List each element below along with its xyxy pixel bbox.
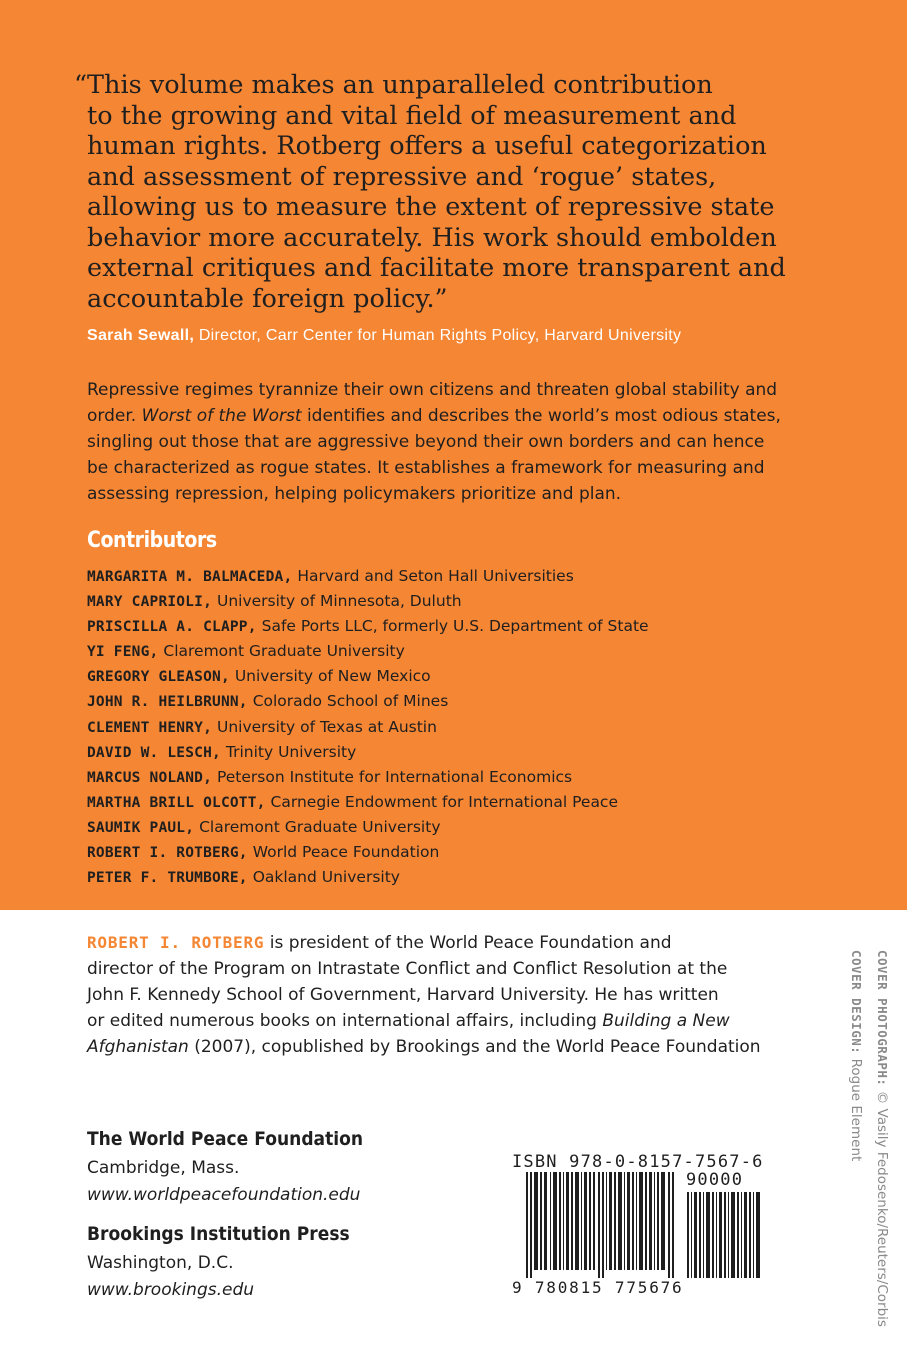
contributor-name: ROBERT I. ROTBERG,	[87, 845, 248, 862]
contributor-item	[87, 664, 649, 689]
contributor-affiliation: Claremont Graduate University	[199, 817, 441, 836]
contributor-name: DAVID W. LESCH,	[87, 744, 221, 761]
bio-author-name: ROBERT I. ROTBERG	[87, 933, 265, 952]
quote-affiliation: Director, Carr Center for Human Rights Policy, Harvard University	[198, 327, 682, 344]
isbn-barcode-image	[524, 1172, 678, 1278]
photo-credit-label: COVER PHOTOGRAPH:	[875, 950, 890, 1087]
description-line: assessing repression, helping policymakers prioritize and plan.	[87, 484, 622, 504]
description-text: order.	[87, 406, 137, 426]
contributor-name: PRISCILLA A. CLAPP,	[87, 619, 257, 636]
contributor-item	[87, 740, 649, 765]
quote-line: behavior more accurately. His work should embolden	[87, 222, 777, 253]
author-bio	[87, 930, 807, 1060]
contributor-affiliation: Colorado School of Mines	[252, 692, 449, 711]
contributor-item	[87, 840, 649, 865]
contributor-affiliation: Carnegie Endowment for International Peace	[270, 792, 618, 811]
contributors-list	[87, 564, 649, 890]
contributor-name: GREGORY GLEASON,	[87, 669, 230, 686]
quote-line: to the growing and vital field of measurement and	[87, 100, 737, 131]
contributor-item	[87, 815, 649, 840]
contributor-affiliation: University of New Mexico	[234, 667, 431, 686]
book-title: Worst of the Worst	[141, 406, 302, 426]
contributor-affiliation: Peterson Institute for International Economics	[216, 767, 573, 786]
bio-book-title: Building a New	[602, 1011, 730, 1031]
contributor-name: MARGARITA M. BALMACEDA,	[87, 569, 293, 585]
contributor-item	[87, 614, 649, 639]
bio-line: John F. Kennedy School of Government, Harvard University. He has written	[87, 985, 719, 1005]
bio-text: or edited numerous books on international affairs, including	[87, 1011, 597, 1031]
isbn-text: ISBN 978-0-8157-7567-6	[512, 1152, 764, 1172]
description-line	[87, 403, 807, 429]
contributor-affiliation: University of Texas at Austin	[216, 717, 437, 736]
contributor-item	[87, 564, 649, 589]
quote-line: human rights. Rotberg offers a useful categorization	[87, 131, 767, 161]
design-credit-value: Rogue Element	[848, 1058, 864, 1162]
contributor-name: JOHN R. HEILBRUNN,	[87, 694, 248, 711]
quote-author: Sarah Sewall,	[87, 327, 195, 344]
contributor-affiliation: Safe Ports LLC, formerly U.S. Department of State	[261, 617, 649, 636]
book-description	[87, 377, 807, 507]
cover-credits	[843, 950, 895, 1327]
contributor-name: YI FENG,	[87, 644, 159, 661]
price-barcode-image	[686, 1192, 764, 1278]
publisher-city: Cambridge, Mass.	[87, 1158, 240, 1178]
contributor-name: MARTHA BRILL OLCOTT,	[87, 794, 266, 811]
description-line: singling out those that are aggressive beyond their own borders and can hence	[87, 432, 765, 452]
contributor-item	[87, 589, 649, 614]
endorsement-quote	[74, 70, 814, 314]
publisher-city: Washington, D.C.	[87, 1253, 234, 1273]
photo-credit-value: © Vasily Fedosenko/Reuters/Corbis	[874, 1090, 890, 1327]
publisher-url[interactable]: www.worldpeacefoundation.edu	[87, 1185, 361, 1205]
barcode-number: 9 780815 775676	[512, 1278, 684, 1297]
publisher-world-peace-foundation	[87, 1128, 394, 1209]
quote-line: allowing us to measure the extent of repressive state	[87, 192, 775, 222]
contributor-affiliation: World Peace Foundation	[252, 843, 440, 862]
bio-line	[87, 1008, 807, 1034]
publisher-brookings	[87, 1223, 379, 1304]
bio-line	[87, 930, 807, 956]
quote-attribution	[87, 327, 681, 345]
quote-line: “This volume makes an unparalleled contribution	[74, 70, 713, 100]
contributor-name: CLEMENT HENRY,	[87, 719, 213, 736]
quote-line: accountable foreign policy.”	[87, 283, 448, 314]
bio-text: is president of the World Peace Foundation and	[269, 933, 672, 953]
contributors-heading: Contributors	[87, 528, 217, 553]
contributor-name: MARCUS NOLAND,	[87, 769, 213, 786]
description-line: be characterized as rogue states. It establishes a framework for measuring and	[87, 458, 765, 478]
publisher-name: Brookings Institution Press	[87, 1223, 350, 1245]
contributor-affiliation: Harvard and Seton Hall Universities	[297, 567, 574, 585]
bio-line	[87, 1034, 807, 1060]
contributor-affiliation: Oakland University	[252, 868, 400, 887]
contributor-item	[87, 715, 649, 740]
contributor-name: PETER F. TRUMBORE,	[87, 870, 248, 887]
quote-line: and assessment of repressive and ‘rogue’ states,	[87, 161, 717, 192]
publisher-name: The World Peace Foundation	[87, 1128, 364, 1150]
contributor-affiliation: Trinity University	[225, 742, 357, 761]
description-line: Repressive regimes tyrannize their own citizens and threaten global stability and	[87, 380, 778, 400]
contributor-item	[87, 689, 649, 714]
contributor-name: SAUMIK PAUL,	[87, 819, 195, 836]
bio-line: director of the Program on Intrastate Conflict and Conflict Resolution at the	[87, 959, 728, 979]
design-credit-label: COVER DESIGN:	[849, 950, 864, 1055]
contributor-item	[87, 765, 649, 790]
quote-line: external critiques and facilitate more transparent and	[87, 253, 786, 283]
price-code: 90000	[686, 1170, 744, 1190]
design-credit	[843, 950, 869, 1327]
contributor-name: MARY CAPRIOLI,	[87, 594, 213, 611]
bio-book-title: Afghanistan	[87, 1037, 189, 1057]
contributor-affiliation: University of Minnesota, Duluth	[216, 592, 462, 611]
contributor-item	[87, 639, 649, 664]
contributor-item	[87, 790, 649, 815]
contributor-affiliation: Claremont Graduate University	[163, 642, 405, 661]
photo-credit	[869, 950, 895, 1327]
contributor-item	[87, 865, 649, 890]
publisher-url[interactable]: www.brookings.edu	[87, 1280, 255, 1300]
bio-text: (2007), copublished by Brookings and the World Peace Foundation	[194, 1037, 761, 1057]
description-text: identifies and describes the world’s most odious states,	[306, 406, 781, 426]
